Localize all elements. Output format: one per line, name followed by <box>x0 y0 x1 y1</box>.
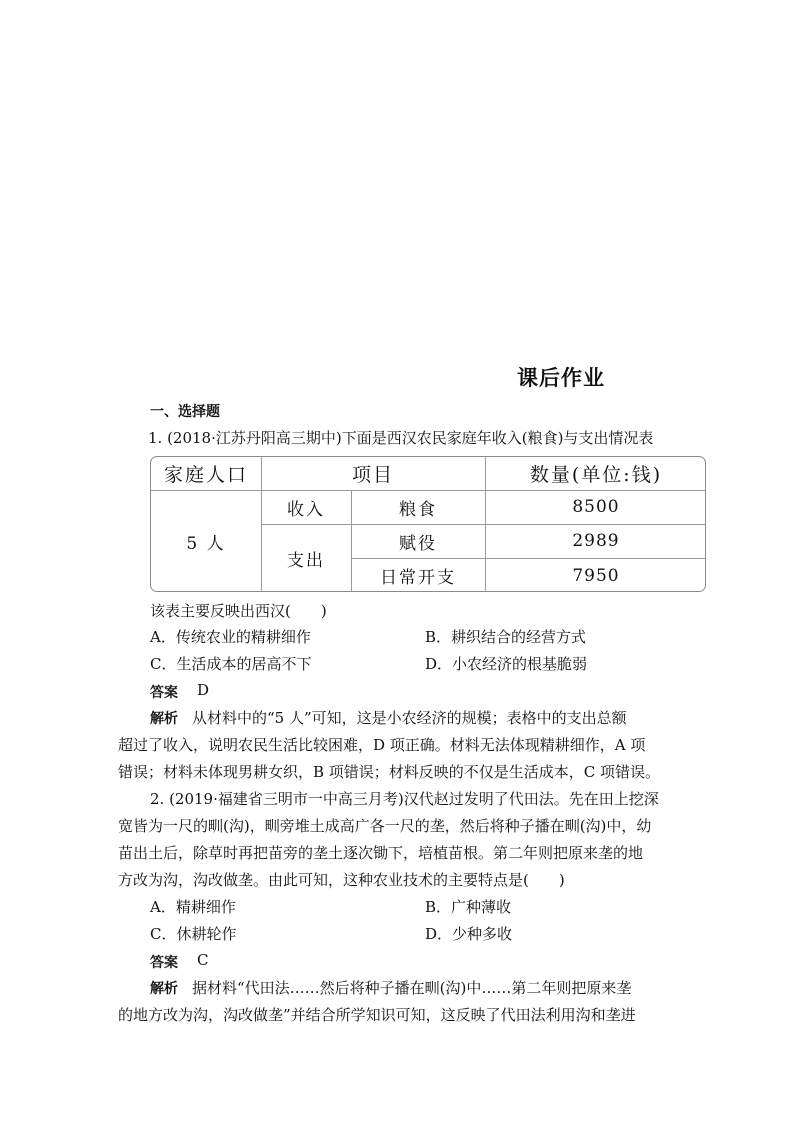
q1-prompt: 该表主要反映出西汉( ) <box>150 602 327 620</box>
q2-answer-label: 答案 <box>150 955 178 971</box>
q1-option-b: B．耕织结合的经营方式 <box>425 628 587 646</box>
table-amount: 2989 <box>572 531 620 551</box>
table-amount: 7950 <box>572 565 620 586</box>
expense-label: 支出 <box>287 551 325 571</box>
q2-option-b: B．广种薄收 <box>425 898 512 916</box>
q2-stem-line: 苗出土后，除草时再把苗旁的垄土逐次锄下，培植苗根。第二年则把原来垄的地 <box>118 844 644 862</box>
population-cell: 5 人 <box>186 534 226 554</box>
q1-option-a: A．传统农业的精耕细作 <box>150 628 311 646</box>
data-table <box>150 456 706 592</box>
section-heading: 一、选择题 <box>150 404 220 420</box>
table-amount: 8500 <box>572 497 620 517</box>
income-label: 收入 <box>287 499 325 520</box>
table-header: 项目 <box>351 464 394 486</box>
q1-analysis-line: 超过了收入，说明农民生活比较困难，D 项正确。材料无法体现精耕细作，A 项 <box>118 736 646 754</box>
q2-stem-line: 宽皆为一尺的甽(沟)，甽旁堆土成高广各一尺的垄，然后将种子播在甽(沟)中，幼 <box>118 817 652 835</box>
page-title: 课后作业 <box>517 366 605 390</box>
q1-analysis-line: 解析 从材料中的“5 人”可知，这是小农经济的规模；表格中的支出总额 <box>150 709 627 727</box>
q2-stem-line: 2. (2019·福建省三明市一中高三月考)汉代赵过发明了代田法。先在田上挖深 <box>150 790 659 808</box>
q1-answer: D <box>197 681 210 699</box>
q2-option-c: C．休耕轮作 <box>150 925 237 943</box>
q2-answer: C <box>197 951 209 969</box>
q1-option-d: D．小农经济的根基脆弱 <box>425 655 588 673</box>
q2-analysis-label: 解析 <box>150 981 178 997</box>
q1-stem: 1. (2018·江苏丹阳高三期中)下面是西汉农民家庭年收入(粮食)与支出情况表 <box>148 429 654 447</box>
q1-analysis-label: 解析 <box>150 711 178 727</box>
q2-stem-line: 方改为沟，沟改做垄。由此可知，这种农业技术的主要特点是( ) <box>118 871 565 889</box>
table-header: 数量(单位:钱) <box>529 464 663 486</box>
q2-option-d: D．少种多收 <box>425 925 513 943</box>
table-item: 日常开支 <box>380 568 456 588</box>
q2-analysis-line: 的地方改为沟，沟改做垄”并结合所学知识可知，这反映了代田法利用沟和垄进 <box>118 1006 636 1024</box>
table-header: 家庭人口 <box>163 464 248 486</box>
q1-option-c: C．生活成本的居高不下 <box>150 655 312 673</box>
q2-analysis-line: 解析 据材料“代田法……然后将种子播在甽(沟)中……第二年则把原来垄 <box>150 979 632 997</box>
table-item: 粮食 <box>399 499 437 520</box>
q2-option-a: A．精耕细作 <box>150 898 236 916</box>
table-item: 赋役 <box>399 533 437 554</box>
q1-answer-label: 答案 <box>150 685 178 701</box>
q1-analysis-line: 错误；材料未体现男耕女织，B 项错误；材料反映的不仅是生活成本，C 项错误。 <box>118 763 661 781</box>
